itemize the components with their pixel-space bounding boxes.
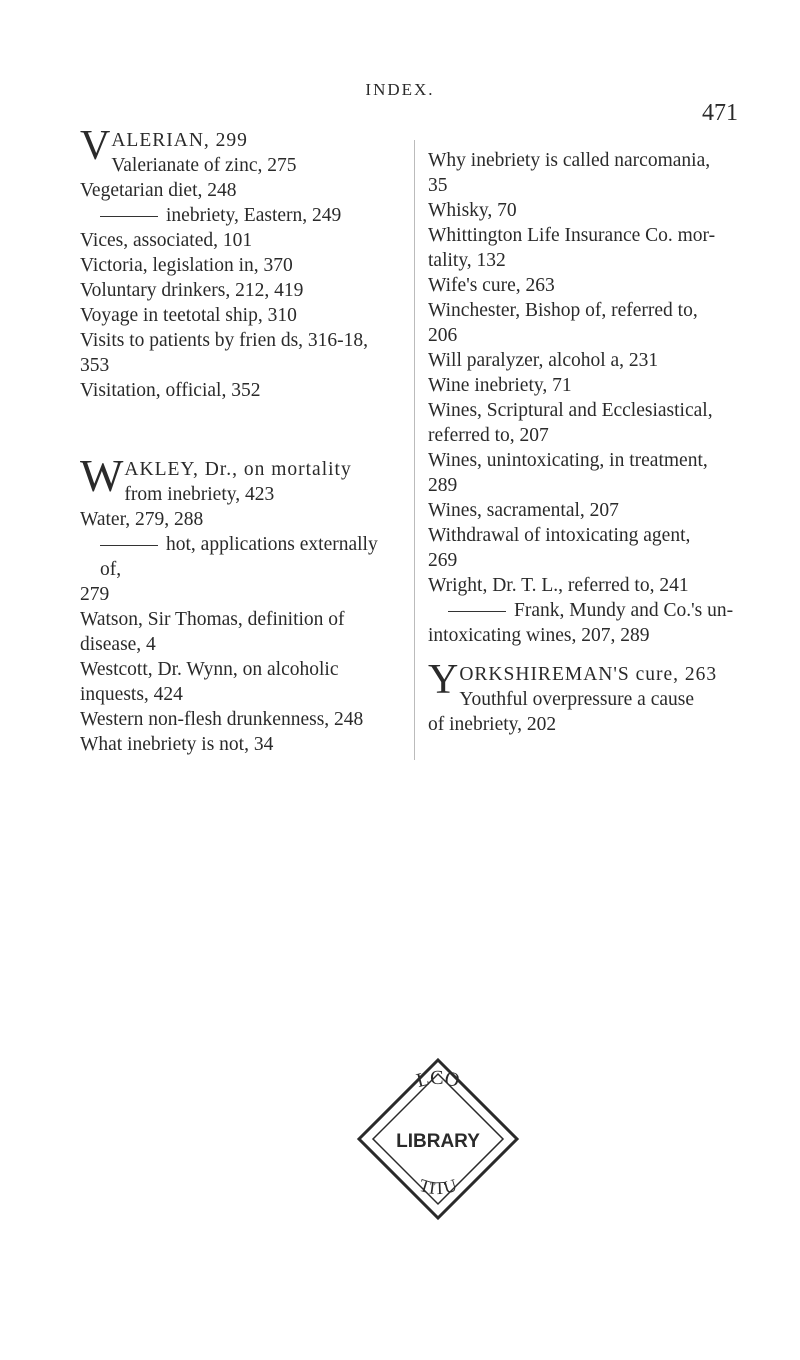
right-column [428, 148, 770, 737]
index-entry-wakley: WAKLEY, Dr., on mortality from inebriety, 423 [80, 450, 352, 505]
dropcap-w: W [80, 450, 124, 501]
index-entry-cont: 206 [428, 325, 458, 346]
index-entry: of inebriety, 202 [428, 714, 557, 735]
index-entry-yorkshireman: YORKSHIREMAN'S cure, 263 [428, 657, 718, 703]
index-entry: Wines, Scriptural and Ecclesiastical, [428, 400, 713, 421]
index-entry: Victoria, legislation in, 370 [80, 255, 293, 276]
index-entry-cont: 353 [80, 355, 110, 376]
index-entry: Vegetarian diet, 248 [80, 180, 237, 201]
index-entry-cont: inquests, 424 [80, 684, 183, 705]
index-entry: Whisky, 70 [428, 200, 517, 221]
index-entry: Wife's cure, 263 [428, 275, 555, 296]
index-subentry: inebriety, Eastern, 249 [80, 203, 400, 228]
page-number: 471 [702, 100, 738, 126]
ditto-dash [448, 611, 506, 612]
ditto-dash [100, 216, 158, 217]
index-entry: Visits to patients by frien ds, 316-18, [80, 330, 369, 351]
index-entry: Will paralyzer, alcohol a, 231 [428, 350, 659, 371]
index-subentry: hot, applications externally of, [100, 534, 378, 580]
index-entry: Voluntary drinkers, 212, 419 [80, 280, 304, 301]
index-entry: Water, 279, 288 [80, 509, 204, 530]
index-entry: Youthful overpressure a cause [459, 689, 695, 710]
index-entry-cont: intoxicating wines, 207, 289 [428, 625, 650, 646]
column-divider [414, 140, 415, 760]
ditto-dash [100, 545, 158, 546]
index-entry: Wine inebriety, 71 [428, 375, 572, 396]
library-stamp [353, 1054, 523, 1224]
index-entry-cont: 35 [428, 175, 448, 196]
running-head: INDEX. [365, 80, 435, 99]
index-entry-valerian: VALERIAN, 299 [80, 123, 248, 169]
index-entry: Valerianate of zinc, 275 [111, 155, 297, 176]
index-entry: Westcott, Dr. Wynn, on alcoholic [80, 659, 339, 680]
stamp-top-arc-text: LCO [414, 1066, 462, 1093]
dropcap-v: V [80, 123, 111, 169]
index-entry: Wines, unintoxicating, in treatment, [428, 450, 708, 471]
index-entry: Winchester, Bishop of, referred to, [428, 300, 698, 321]
index-entry: What inebriety is not, 34 [80, 734, 274, 755]
stamp-bottom-arc-text: TITU [416, 1174, 460, 1199]
index-entry: Withdrawal of intoxicating agent, [428, 525, 691, 546]
index-entry: Wright, Dr. T. L., referred to, 241 [428, 575, 689, 596]
index-entry: Visitation, official, 352 [80, 380, 261, 401]
index-entry: Voyage in teetotal ship, 310 [80, 305, 297, 326]
stamp-library-text: LIBRARY [396, 1131, 480, 1152]
dropcap-y: Y [428, 657, 459, 703]
index-subentry: Frank, Mundy and Co.'s un- [428, 598, 770, 623]
index-entry-cont: 269 [428, 550, 458, 571]
index-entry: Whittington Life Insurance Co. mor- [428, 225, 716, 246]
left-column [80, 123, 400, 757]
index-entry: Why inebriety is called narcomania, [428, 150, 711, 171]
index-entry: Wines, sacramental, 207 [428, 500, 619, 521]
index-entry: Western non-flesh drunkenness, 248 [80, 709, 364, 730]
index-entry: Vices, associated, 101 [80, 230, 253, 251]
index-entry-cont: referred to, 207 [428, 425, 549, 446]
index-entry-cont: 289 [428, 475, 458, 496]
index-entry-cont: disease, 4 [80, 634, 156, 655]
index-entry: Watson, Sir Thomas, definition of [80, 609, 345, 630]
index-entry-cont: 279 [80, 584, 110, 605]
index-entry-cont: tality, 132 [428, 250, 506, 271]
